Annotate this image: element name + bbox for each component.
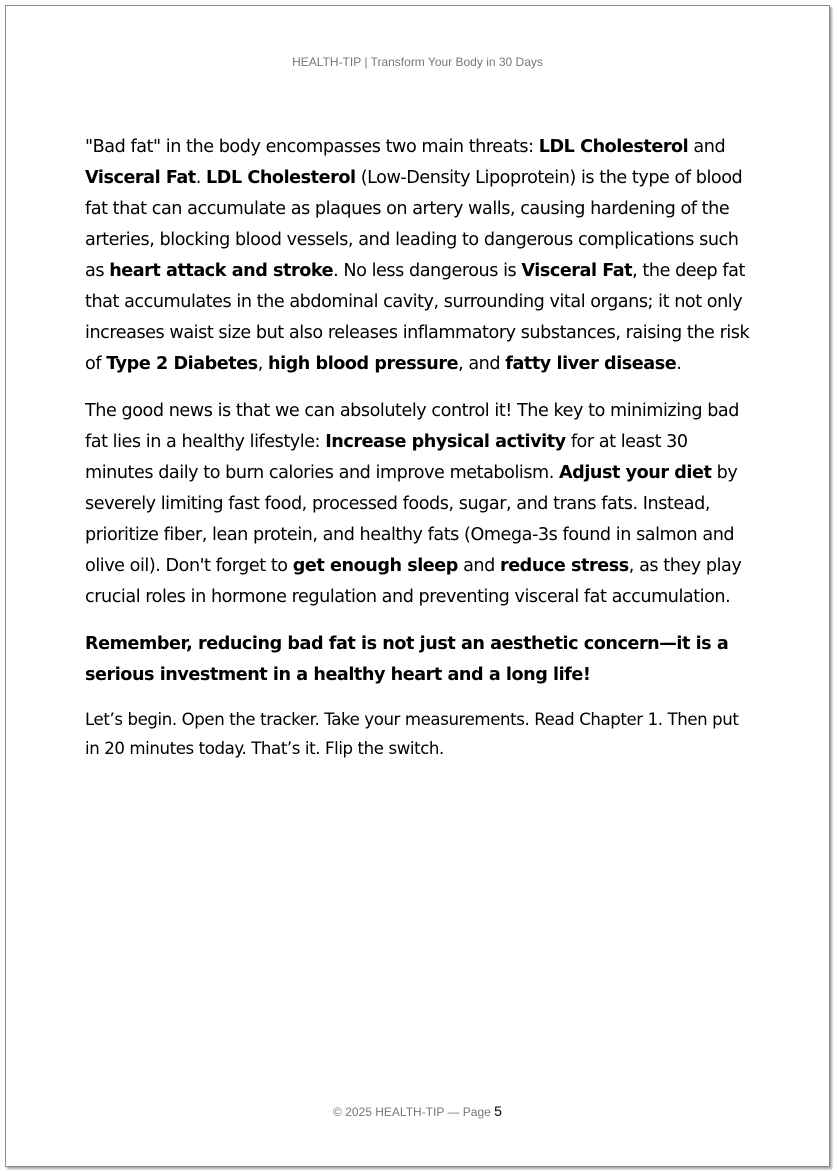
bold-ldl-cholesterol: LDL Cholesterol [206,168,356,188]
text-run: by severely limiting fast food, processed foods, sugar, and trans fats. Instead, prioritize fiber, lean protein, and healthy fats (Omega-3s found in salmon and olive oil). Don't forget to [85,463,738,576]
text-run: . No less dangerous is [333,261,522,281]
bold-enough-sleep: get enough sleep [292,556,458,576]
bold-heart-attack-stroke: heart attack and stroke [109,261,334,281]
paragraph-good-news [85,396,755,613]
text-run: for at least 30 minutes daily to burn calories and improve metabolism. [85,432,688,483]
bold-adjust-diet: Adjust your diet [559,463,712,483]
text-run: . [195,168,207,188]
bold-increase-activity: Increase physical activity [325,432,566,452]
bold-visceral-fat: Visceral Fat [521,261,633,281]
text-run: , the deep fat that accumulates in the abdominal cavity, surrounding vital organs; it not only increases waist size but also releases inflammatory substances, raising the risk of [85,261,750,374]
text-run: and [457,556,500,576]
text-run: . [676,354,682,374]
page-number: 5 [494,1103,502,1119]
paragraph-bad-fat [85,132,755,380]
page-footer [6,1103,829,1119]
bold-fatty-liver-disease: fatty liver disease [505,354,677,374]
text-run: , and [458,354,506,374]
footer-text: © 2025 HEALTH-TIP — Page [333,1105,495,1119]
bold-reduce-stress: reduce stress [499,556,629,576]
document-page [5,5,830,1167]
page-content [85,132,755,763]
text-run: "Bad fat" in the body encompasses two main threats: [85,137,539,157]
callout-remember: Remember, reducing bad fat is not just an aesthetic concern—it is a serious investment in a healthy heart and a long life! [85,634,729,685]
bold-type-2-diabetes: Type 2 Diabetes [106,354,258,374]
bold-ldl-cholesterol: LDL Cholesterol [538,137,689,157]
text-run: , [257,354,268,374]
text-run: , as they play crucial roles in hormone regulation and preventing visceral fat accumulation. [85,556,742,607]
text-run: The good news is that we can absolutely control it! The key to minimizing bad fat lies in a healthy lifestyle: [85,401,739,452]
text-run: and [688,137,726,157]
text-run: (Low-Density Lipoprotein) is the type of blood fat that can accumulate as plaques on artery walls, causing hardening of the arteries, blocking blood vessels, and leading to dangerous complications such as [85,168,743,281]
bold-visceral-fat: Visceral Fat [85,168,196,188]
closing-paragraph: Let’s begin. Open the tracker. Take your measurements. Read Chapter 1. Then put in 20 minutes today. That’s it. Flip the switch. [85,710,739,758]
bold-high-blood-pressure: high blood pressure [268,354,459,374]
page-header: HEALTH-TIP | Transform Your Body in 30 Days [292,55,543,69]
